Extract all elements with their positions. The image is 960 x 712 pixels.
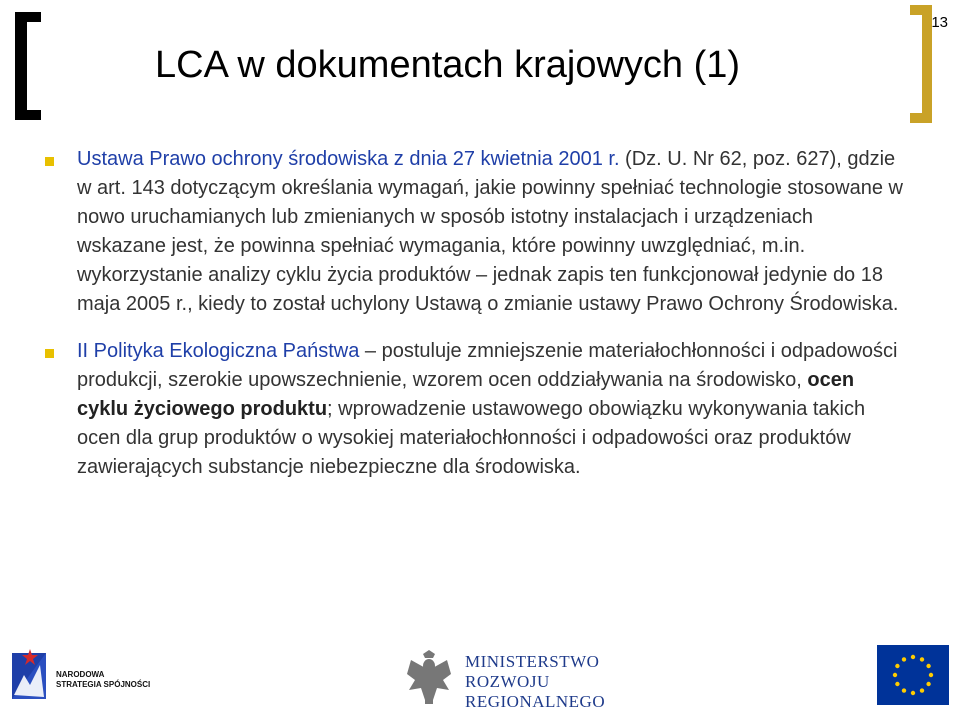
bullet-item bbox=[45, 337, 905, 482]
bullet-square-icon bbox=[45, 349, 54, 358]
bullet-item bbox=[45, 145, 905, 319]
ministry-line-1: MINISTERSTWO bbox=[465, 652, 600, 671]
bullet-list bbox=[45, 145, 905, 500]
bullet-2-heading: II Polityka Ekologiczna Państwa bbox=[77, 340, 360, 362]
slide-title: LCA w dokumentach krajowych (1) bbox=[155, 44, 741, 86]
bullet-1-heading: Ustawa Prawo ochrony środowiska z dnia 27 kwietnia 2001 r. bbox=[77, 148, 620, 170]
eu-flag-icon bbox=[877, 645, 949, 705]
bullet-2-body-part2: ; wprowadzenie ustawowego obowiązku wykonywania takich ocen dla grup produktów o wysokiej materiałochłonności i odpadowości oraz produktów zawierających substancje niebezpieczne dla środowiska. bbox=[77, 398, 866, 478]
bullet-1-body: (Dz. U. Nr 62, poz. 627), gdzie w art. 143 dotyczącym określania wymagań, jakie powinny spełniać technologie stosowane w nowo uruchamianych lub zmienianych w sposób istotny instalacjach i urządzeniach wskazane jest, że powinna spełniać wymagania, które powinny uwzględniać, m.in. wykorzystanie analizy cyklu życia produktów – jednak zapis ten funkcjonował jedynie do 18 maja 2005 r., kiedy to został uchylony Ustawą o zmianie ustawy Prawo Ochrony Środowiska. bbox=[77, 148, 903, 315]
nss-logo-icon bbox=[10, 645, 56, 703]
right-bracket-decoration bbox=[910, 5, 932, 123]
bullet-square-icon bbox=[45, 157, 54, 166]
nss-line-1: NARODOWA bbox=[56, 670, 105, 679]
nss-text bbox=[56, 670, 150, 690]
bullet-2-body-part1: – postuluje zmniejszenie materiałochłonności i odpadowości produkcji, szerokie upowszechnienie, wzorem ocen oddziaływania na środowisko, bbox=[77, 340, 898, 391]
bullet-2-bold-phrase: ocen cyklu życiowego produktu bbox=[77, 369, 855, 420]
left-bracket-decoration bbox=[15, 12, 41, 120]
ministry-name bbox=[465, 652, 605, 712]
ministry-line-2: ROZWOJU bbox=[465, 672, 550, 691]
ministry-line-3: REGIONALNEGO bbox=[465, 692, 606, 711]
nss-line-2: STRATEGIA SPÓJNOŚCI bbox=[56, 680, 151, 689]
eagle-emblem-icon bbox=[405, 650, 453, 706]
page-number: 13 bbox=[931, 14, 948, 31]
